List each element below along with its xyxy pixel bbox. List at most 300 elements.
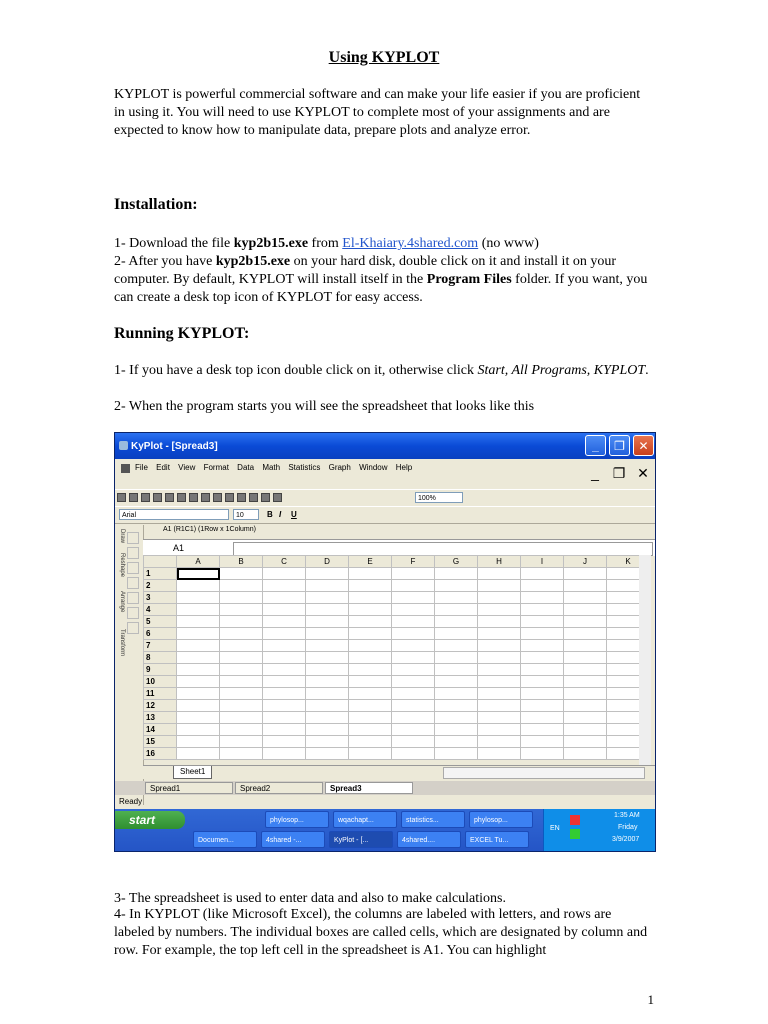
row-header[interactable]: 10: [144, 676, 177, 688]
grid-cell[interactable]: [478, 640, 521, 652]
grid-cell[interactable]: [564, 580, 607, 592]
grid-cell[interactable]: [220, 676, 263, 688]
grid-cell[interactable]: [349, 724, 392, 736]
column-header[interactable]: B: [220, 556, 263, 568]
taskbar-button[interactable]: phylosop...: [265, 811, 329, 828]
column-header[interactable]: I: [521, 556, 564, 568]
clock-day: Friday: [618, 824, 638, 831]
mdi-restore-icon[interactable]: ❐: [612, 465, 626, 481]
row-header[interactable]: 2: [144, 580, 177, 592]
installation-heading: Installation:: [114, 196, 198, 213]
mdi-close-icon[interactable]: ✕: [637, 465, 649, 481]
row-header[interactable]: 5: [144, 616, 177, 628]
grid-cell[interactable]: [177, 712, 220, 724]
taskbar-button[interactable]: EXCEL Tu...: [465, 831, 529, 848]
grid-cell[interactable]: [564, 688, 607, 700]
grid-cell[interactable]: [263, 712, 306, 724]
grid-cell[interactable]: [220, 580, 263, 592]
grid-cell[interactable]: [478, 724, 521, 736]
grid-cell[interactable]: [220, 688, 263, 700]
window-titlebar: [115, 433, 655, 459]
grid-cell[interactable]: [521, 628, 564, 640]
grid-cell[interactable]: [435, 580, 478, 592]
grid-cell[interactable]: [521, 664, 564, 676]
install-2-mid: on your hard disk, double click on it and install it on your computer. By default, KYPLOT will install itself in the: [114, 254, 616, 287]
preview-icon[interactable]: [165, 493, 174, 502]
column-header[interactable]: E: [349, 556, 392, 568]
grid-cell[interactable]: [349, 712, 392, 724]
underline-button[interactable]: U: [291, 510, 297, 519]
grid-cell[interactable]: [349, 640, 392, 652]
grid-cell[interactable]: [177, 640, 220, 652]
cut-icon[interactable]: [177, 493, 186, 502]
grid-cell[interactable]: [263, 688, 306, 700]
zoom-select[interactable]: 100%: [415, 492, 463, 503]
grid-cell[interactable]: [349, 736, 392, 748]
open-icon[interactable]: [129, 493, 138, 502]
install-step-2: [114, 253, 654, 307]
mdi-minimize-icon[interactable]: _: [591, 465, 599, 481]
grid-cell[interactable]: [521, 568, 564, 580]
copy-icon[interactable]: [189, 493, 198, 502]
install-2-file: kyp2b15.exe: [215, 254, 291, 269]
taskbar-button[interactable]: 4shared....: [397, 831, 461, 848]
grid-cell[interactable]: [349, 700, 392, 712]
taskbar-button[interactable]: wqachapt...: [333, 811, 397, 828]
grid-cell[interactable]: [435, 688, 478, 700]
grid-cell[interactable]: [177, 628, 220, 640]
grid-cell[interactable]: [220, 652, 263, 664]
grid-cell[interactable]: [220, 712, 263, 724]
run-1-italic: Start, All Programs, KYPLOT: [477, 363, 646, 378]
intro-paragraph: KYPLOT is powerful commercial software and can make your life easier if you are proficient in using it. You will need to use KYPLOT to complete most of your assignments and are expected to know how to manipulate data, prepare plots and analyze error.: [114, 87, 641, 138]
grid-row: [144, 724, 650, 736]
menu-math[interactable]: Math: [262, 463, 281, 472]
taskbar-button[interactable]: statistics...: [401, 811, 465, 828]
grid-cell[interactable]: [220, 604, 263, 616]
zoom-out-icon[interactable]: [273, 493, 282, 502]
sheet-tab[interactable]: Sheet1: [173, 766, 212, 779]
grid-cell[interactable]: [349, 664, 392, 676]
grid-cell[interactable]: [177, 724, 220, 736]
grid-cell[interactable]: [263, 568, 306, 580]
grid-cell[interactable]: [564, 700, 607, 712]
polygon-tool-icon[interactable]: [127, 622, 139, 634]
close-icon[interactable]: ✕: [633, 435, 654, 456]
spreadsheet-grid: [143, 555, 650, 760]
clock-date: 3/9/2007: [612, 836, 640, 843]
grid-cell[interactable]: [220, 700, 263, 712]
install-step-1: [114, 235, 654, 253]
grid-cell[interactable]: [564, 664, 607, 676]
grid-cell[interactable]: [220, 664, 263, 676]
grid-cell[interactable]: [564, 652, 607, 664]
grid-row: [144, 748, 650, 760]
grid-cell[interactable]: [521, 652, 564, 664]
side-panel: [115, 525, 144, 805]
status-text: Ready: [119, 797, 143, 806]
grid-cell[interactable]: [220, 568, 263, 580]
grid-cell[interactable]: [392, 604, 435, 616]
grid-row: [144, 580, 650, 592]
grid-cell[interactable]: [392, 568, 435, 580]
grid-cell[interactable]: [306, 628, 349, 640]
grid-cell[interactable]: [435, 640, 478, 652]
grid-cell[interactable]: [564, 712, 607, 724]
tray-icon[interactable]: [570, 829, 580, 839]
grid-cell[interactable]: [478, 664, 521, 676]
grid-cell[interactable]: [306, 604, 349, 616]
vertical-scrollbar[interactable]: [639, 555, 651, 767]
taskbar: [115, 809, 655, 852]
grid-cell[interactable]: [392, 640, 435, 652]
grid-cell[interactable]: [392, 592, 435, 604]
grid-cell[interactable]: [306, 700, 349, 712]
grid-cell[interactable]: [478, 652, 521, 664]
grid-cell[interactable]: [177, 700, 220, 712]
grid-cell[interactable]: [478, 568, 521, 580]
curve-tool-icon[interactable]: [127, 607, 139, 619]
grid-cell[interactable]: [478, 628, 521, 640]
grid-cell[interactable]: [177, 652, 220, 664]
ellipse-tool-icon[interactable]: [127, 592, 139, 604]
grid-cell[interactable]: [435, 700, 478, 712]
grid-cell[interactable]: [478, 748, 521, 760]
grid-cell[interactable]: [392, 628, 435, 640]
grid-cell[interactable]: [435, 568, 478, 580]
app-icon: [119, 441, 128, 450]
grid-cell[interactable]: [306, 616, 349, 628]
column-header[interactable]: J: [564, 556, 607, 568]
grid-cell[interactable]: [349, 628, 392, 640]
side-tab-transform[interactable]: Transform: [119, 629, 125, 657]
tray-icon[interactable]: [570, 815, 580, 825]
grid-cell[interactable]: [435, 748, 478, 760]
grid-cell[interactable]: [478, 592, 521, 604]
grid-cell[interactable]: [521, 616, 564, 628]
grid-cell[interactable]: [177, 736, 220, 748]
grid-cell[interactable]: [564, 676, 607, 688]
menu-items: [135, 463, 418, 472]
grid-cell[interactable]: [263, 652, 306, 664]
doc-tab-spread1[interactable]: Spread1: [145, 782, 233, 794]
grid-cell[interactable]: [177, 676, 220, 688]
grid-cell[interactable]: [263, 664, 306, 676]
table-icon[interactable]: [225, 493, 234, 502]
rect-tool-icon[interactable]: [127, 577, 139, 589]
row-header[interactable]: 1: [144, 568, 177, 580]
grid-cell[interactable]: [478, 700, 521, 712]
grid-cell[interactable]: [392, 664, 435, 676]
grid-cell[interactable]: [306, 736, 349, 748]
grid-cell[interactable]: [521, 640, 564, 652]
taskbar-button[interactable]: phylosop...: [469, 811, 533, 828]
horizontal-scrollbar[interactable]: [443, 767, 645, 779]
grid-cell[interactable]: [306, 724, 349, 736]
grid-cell[interactable]: [564, 748, 607, 760]
grid-row: [144, 604, 650, 616]
grid-cell[interactable]: [564, 616, 607, 628]
grid-cell[interactable]: [478, 676, 521, 688]
taskbar-button[interactable]: Documen...: [193, 831, 257, 848]
grid-row: [144, 664, 650, 676]
grid-cell[interactable]: [263, 640, 306, 652]
grid-cell[interactable]: [177, 616, 220, 628]
text-tool-icon[interactable]: [127, 547, 139, 559]
document-tabs: [115, 781, 655, 795]
column-header[interactable]: H: [478, 556, 521, 568]
grid-cell[interactable]: [435, 604, 478, 616]
restore-icon[interactable]: ❐: [609, 435, 630, 456]
grid-cell[interactable]: [435, 652, 478, 664]
grid-cell[interactable]: [306, 664, 349, 676]
column-header[interactable]: K: [607, 556, 650, 568]
menu-data[interactable]: Data: [237, 463, 255, 472]
grid-cell[interactable]: [392, 736, 435, 748]
grid-cell[interactable]: [392, 676, 435, 688]
grid-cell[interactable]: [392, 724, 435, 736]
grid-cell[interactable]: [306, 580, 349, 592]
grid-cell[interactable]: [349, 676, 392, 688]
italic-button[interactable]: I: [279, 510, 282, 519]
menu-graph[interactable]: Graph: [328, 463, 351, 472]
grid-cell[interactable]: [263, 676, 306, 688]
pointer-icon[interactable]: [127, 532, 139, 544]
grid-row: [144, 640, 650, 652]
taskbar-button[interactable]: 4shared -...: [261, 831, 325, 848]
grid-cell[interactable]: [521, 712, 564, 724]
grid-cell[interactable]: [306, 640, 349, 652]
doc-icon: [121, 464, 130, 473]
menu-format[interactable]: Format: [203, 463, 229, 472]
draw-tools: [127, 529, 141, 637]
row-header[interactable]: 13: [144, 712, 177, 724]
active-cell[interactable]: [177, 568, 220, 580]
column-header[interactable]: C: [263, 556, 306, 568]
grid-cell[interactable]: [478, 688, 521, 700]
menu-file[interactable]: File: [135, 463, 148, 472]
doc-tab-spread2[interactable]: Spread2: [235, 782, 323, 794]
grid-cell[interactable]: [478, 736, 521, 748]
grid-cell[interactable]: [478, 604, 521, 616]
download-link[interactable]: El-Khaiary.4shared.com: [342, 236, 479, 251]
font-select[interactable]: Arial: [119, 509, 229, 520]
grid-cell[interactable]: [392, 748, 435, 760]
grid-cell[interactable]: [435, 664, 478, 676]
grid-cell[interactable]: [435, 628, 478, 640]
menu-help[interactable]: Help: [395, 463, 413, 472]
grid-cell[interactable]: [306, 568, 349, 580]
grid-cell[interactable]: [521, 604, 564, 616]
grid-cell[interactable]: [349, 580, 392, 592]
grid-cell[interactable]: [521, 580, 564, 592]
corner-header[interactable]: [144, 556, 177, 568]
grid-cell[interactable]: [306, 676, 349, 688]
grid-cell[interactable]: [435, 676, 478, 688]
grid-cell[interactable]: [392, 616, 435, 628]
side-tab-arrange[interactable]: Arrange: [119, 591, 125, 613]
grid-cell[interactable]: [220, 736, 263, 748]
grid-cell[interactable]: [263, 700, 306, 712]
column-header[interactable]: D: [306, 556, 349, 568]
column-header[interactable]: F: [392, 556, 435, 568]
install-1-file: kyp2b15.exe: [233, 236, 309, 251]
bold-button[interactable]: B: [267, 510, 273, 519]
format-toolbar: [115, 506, 655, 524]
grid-row: [144, 736, 650, 748]
name-box[interactable]: A1: [173, 543, 185, 553]
grid-cell[interactable]: [564, 568, 607, 580]
system-tray: [543, 809, 656, 852]
grid-cell[interactable]: [521, 700, 564, 712]
start-button[interactable]: start: [115, 811, 185, 829]
grid-cell[interactable]: [435, 712, 478, 724]
grid-cell[interactable]: [306, 748, 349, 760]
grid-cell[interactable]: [564, 604, 607, 616]
grid-cell[interactable]: [349, 748, 392, 760]
print-icon[interactable]: [153, 493, 162, 502]
grid-cell[interactable]: [306, 712, 349, 724]
paste-icon[interactable]: [201, 493, 210, 502]
column-header[interactable]: A: [177, 556, 220, 568]
clock-time: 1:35 AM: [614, 812, 640, 819]
grid-cell[interactable]: [177, 688, 220, 700]
grid-cell[interactable]: [564, 628, 607, 640]
install-1-mid: from: [308, 236, 343, 251]
row-header[interactable]: 16: [144, 748, 177, 760]
menu-view[interactable]: View: [178, 463, 196, 472]
grid-cell[interactable]: [306, 688, 349, 700]
row-header[interactable]: 9: [144, 664, 177, 676]
menu-edit[interactable]: Edit: [156, 463, 170, 472]
function-icon[interactable]: [237, 493, 246, 502]
grid-cell[interactable]: [306, 652, 349, 664]
grid-cell[interactable]: [435, 724, 478, 736]
new-icon[interactable]: [117, 493, 126, 502]
formula-input[interactable]: [233, 542, 653, 556]
grid-cell[interactable]: [177, 592, 220, 604]
grid-cell[interactable]: [392, 580, 435, 592]
grid-cell[interactable]: [263, 736, 306, 748]
row-header[interactable]: 11: [144, 688, 177, 700]
row-header[interactable]: 14: [144, 724, 177, 736]
grid-cell[interactable]: [263, 580, 306, 592]
side-tab-reshape[interactable]: Reshape: [119, 553, 125, 578]
grid-cell[interactable]: [521, 592, 564, 604]
menu-window[interactable]: Window: [359, 463, 388, 472]
undo-icon[interactable]: [213, 493, 222, 502]
doc-tab-spread3[interactable]: Spread3: [325, 782, 413, 794]
row-header[interactable]: 6: [144, 628, 177, 640]
row-header[interactable]: 15: [144, 736, 177, 748]
grid-row: [144, 700, 650, 712]
grid-cell[interactable]: [478, 712, 521, 724]
grid-cell[interactable]: [521, 736, 564, 748]
grid-cell[interactable]: [263, 592, 306, 604]
document-title: Using KYPLOT: [328, 49, 440, 66]
grid-cell[interactable]: [349, 652, 392, 664]
grid-cell[interactable]: [521, 688, 564, 700]
grid-cell[interactable]: [220, 748, 263, 760]
grid-body: [144, 568, 650, 760]
grid-row: [144, 712, 650, 724]
minimize-icon[interactable]: _: [585, 435, 606, 456]
grid-cell[interactable]: [521, 724, 564, 736]
grid-cell[interactable]: [177, 604, 220, 616]
row-header[interactable]: 12: [144, 700, 177, 712]
grid-cell[interactable]: [521, 748, 564, 760]
grid-cell[interactable]: [392, 700, 435, 712]
grid-cell[interactable]: [263, 748, 306, 760]
row-header[interactable]: 8: [144, 652, 177, 664]
grid-cell[interactable]: [263, 628, 306, 640]
run-1-post: .: [645, 363, 649, 378]
grid-cell[interactable]: [478, 616, 521, 628]
zoom-in-icon[interactable]: [261, 493, 270, 502]
row-header[interactable]: 7: [144, 640, 177, 652]
chart-icon[interactable]: [249, 493, 258, 502]
grid-cell[interactable]: [220, 616, 263, 628]
grid-cell[interactable]: [564, 640, 607, 652]
grid-cell[interactable]: [435, 616, 478, 628]
grid-cell[interactable]: [177, 748, 220, 760]
save-icon[interactable]: [141, 493, 150, 502]
grid-cell[interactable]: [435, 592, 478, 604]
column-header[interactable]: G: [435, 556, 478, 568]
grid-cell[interactable]: [220, 592, 263, 604]
grid-cell[interactable]: [263, 724, 306, 736]
grid-cell[interactable]: [564, 736, 607, 748]
grid-cell[interactable]: [220, 724, 263, 736]
grid-cell[interactable]: [349, 604, 392, 616]
row-header[interactable]: 3: [144, 592, 177, 604]
grid-row: [144, 628, 650, 640]
grid-cell[interactable]: [349, 568, 392, 580]
row-header[interactable]: 4: [144, 604, 177, 616]
grid-cell[interactable]: [349, 688, 392, 700]
grid-cell[interactable]: [177, 664, 220, 676]
grid-cell[interactable]: [392, 688, 435, 700]
side-tab-draw[interactable]: Draw: [119, 529, 125, 544]
taskbar-button-active[interactable]: KyPlot - [...: [329, 831, 393, 848]
step-4-text: 4- In KYPLOT (like Microsoft Excel), the columns are labeled with letters, and rows are labeled by numbers. The individual boxes are called cells, which are designated by column and row. For example, the top left cell in the spreadsheet is A1. You can highlight: [114, 907, 648, 958]
grid-cell[interactable]: [349, 616, 392, 628]
grid-cell[interactable]: [564, 592, 607, 604]
page-number: 1: [647, 992, 654, 1007]
grid-cell[interactable]: [220, 640, 263, 652]
grid-cell[interactable]: [392, 652, 435, 664]
grid-cell[interactable]: [306, 592, 349, 604]
grid-cell[interactable]: [263, 604, 306, 616]
grid-cell[interactable]: [564, 724, 607, 736]
grid-cell[interactable]: [435, 736, 478, 748]
menu-statistics[interactable]: Statistics: [288, 463, 321, 472]
line-tool-icon[interactable]: [127, 562, 139, 574]
language-indicator[interactable]: EN: [550, 825, 560, 832]
grid-cell[interactable]: [220, 628, 263, 640]
run-step-2: 2- When the program starts you will see the spreadsheet that looks like this: [114, 399, 535, 414]
grid-cell[interactable]: [349, 592, 392, 604]
grid-cell[interactable]: [392, 712, 435, 724]
menubar: [115, 459, 655, 489]
install-2-pre: 2- After you have: [114, 254, 216, 269]
grid-cell[interactable]: [478, 580, 521, 592]
grid-cell[interactable]: [263, 616, 306, 628]
font-size-select[interactable]: 10: [233, 509, 259, 520]
grid-cell[interactable]: [521, 676, 564, 688]
step-3-text: 3- The spreadsheet is used to enter data and also to make calculations.: [114, 891, 506, 906]
grid-cell[interactable]: [177, 580, 220, 592]
